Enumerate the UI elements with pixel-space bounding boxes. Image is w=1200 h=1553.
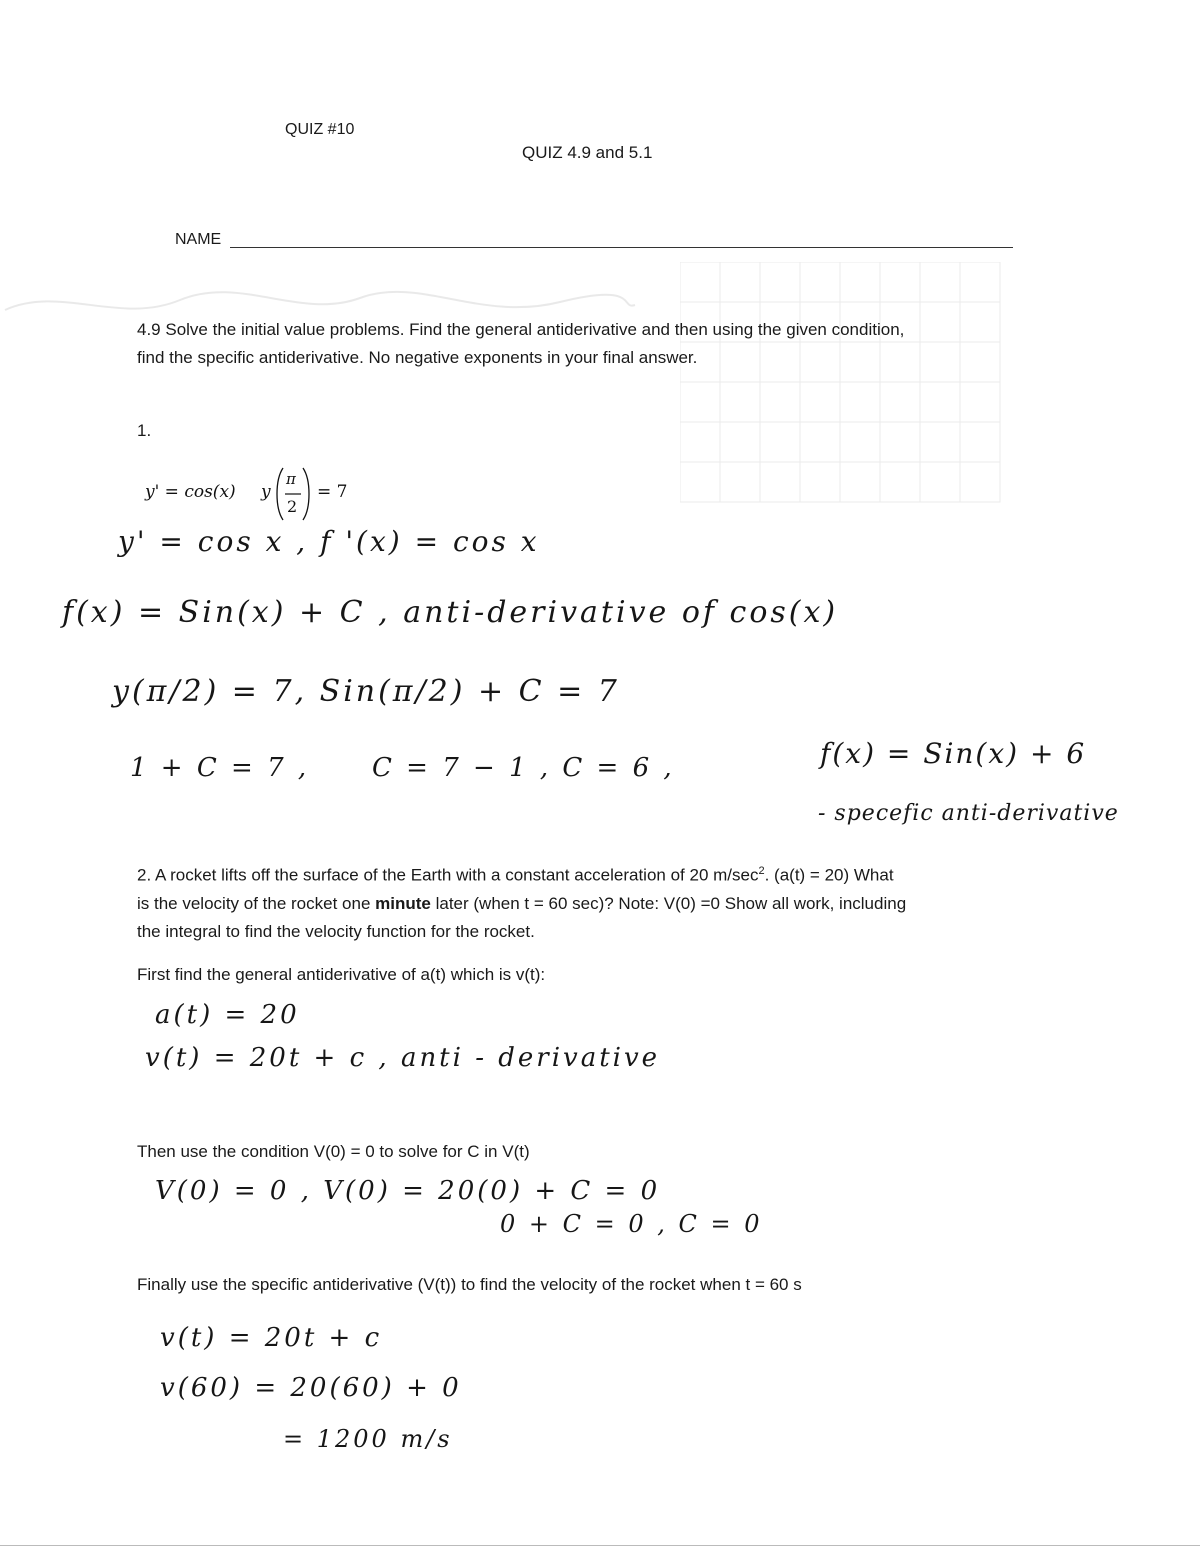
step-3-work-line-3: = 1200 m/s (283, 1425, 453, 1453)
name-underline (230, 247, 1013, 248)
instructions-line-1: 4.9 Solve the initial value problems. Find the general antiderivative and then using the given condition, (137, 320, 905, 339)
step-3-work-line-1: v(t) = 20t + c (160, 1323, 383, 1353)
step-3-work-line-2: v(60) = 20(60) + 0 (160, 1373, 462, 1403)
instructions-line-2: find the specific antiderivative. No negative exponents in your final answer. (137, 348, 698, 367)
problem-2-text (137, 857, 1057, 946)
given-two: 2 (287, 497, 298, 516)
p1-work-line-5: - specefic anti-derivative (818, 801, 1119, 826)
p1-work-line-3: y(π/2) = 7, Sin(π/2) + C = 7 (112, 674, 620, 709)
bleed-through-grid (680, 262, 1010, 512)
given-y: y (261, 482, 271, 502)
problem-2-squared: 2 (758, 865, 765, 877)
name-label: NAME (175, 231, 222, 248)
problem-2-line-1 (137, 857, 1057, 890)
step-1-work-line-1: a(t) = 20 (155, 1000, 300, 1030)
step-2-label: Then use the condition V(0) = 0 to solve for C in V(t) (137, 1142, 530, 1161)
step-2-work-line-2: 0 + C = 0 , C = 0 (500, 1210, 763, 1238)
problem-1-given (145, 466, 385, 522)
problem-2-line-1-a: 2. A rocket lifts off the surface of the Earth with a constant acceleration of 20 m/sec (137, 865, 759, 885)
p1-work-line-4a: 1 + C = 7 , (130, 753, 310, 783)
step-1-work-line-2: v(t) = 20t + c , anti - derivative (145, 1043, 661, 1073)
problem-2-line-2-b: later (when t = 60 sec)? Note: V(0) =0 Show all work, including (430, 893, 907, 913)
quiz-number: QUIZ #10 (285, 121, 355, 138)
step-2-work-line-1: V(0) = 0 , V(0) = 20(0) + C = 0 (155, 1176, 661, 1206)
problem-2-line-2 (137, 890, 1057, 918)
given-equals-seven: = 7 (317, 482, 348, 502)
scan-edge (0, 1545, 1200, 1546)
given-pi: π (286, 470, 296, 488)
step-3-label: Finally use the specific antiderivative (V(t)) to find the velocity of the rocket when t = 60 s (137, 1275, 802, 1294)
problem-1-number: 1. (137, 421, 152, 440)
p1-work-line-1: y' = cos x , f '(x) = cos x (118, 525, 540, 558)
problem-2-minute: minute (375, 893, 431, 913)
problem-2-line-2-a: is the velocity of the rocket one (137, 893, 376, 913)
p1-work-line-2: f(x) = Sin(x) + C , anti-derivative of cos(x) (62, 595, 839, 630)
quiz-title: QUIZ 4.9 and 5.1 (522, 143, 653, 162)
problem-2-line-1-b: . (a(t) = 20) What (764, 865, 894, 885)
problem-2-line-3: the integral to find the velocity function for the rocket. (137, 921, 535, 941)
p1-work-line-4c: f(x) = Sin(x) + 6 (820, 737, 1087, 770)
p1-work-line-4b: C = 7 − 1 , C = 6 , (372, 753, 675, 783)
step-1-label: First find the general antiderivative of a(t) which is v(t): (137, 965, 546, 984)
given-derivative: y' = cos(x) (145, 482, 236, 502)
